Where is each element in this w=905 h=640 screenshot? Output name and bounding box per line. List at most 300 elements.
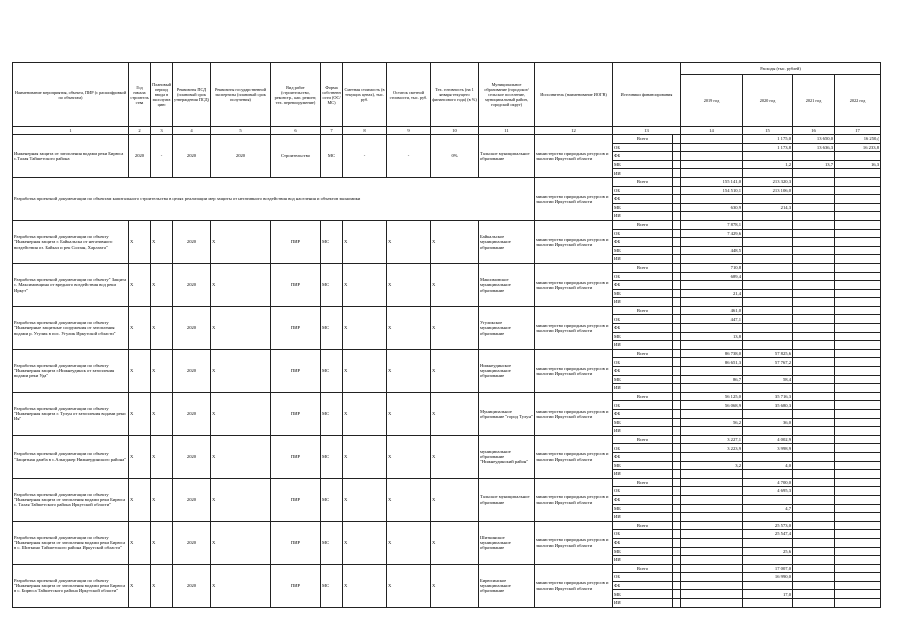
expense-cell: 56,2 — [681, 418, 743, 427]
expense-cell — [835, 238, 881, 247]
expense-cell: 447,1 — [681, 315, 743, 324]
header-readiness: Тех. готовность (на 1 января текущего финансового года) (в %) — [431, 63, 479, 127]
expense-cell — [681, 143, 743, 152]
x-cell: X — [387, 220, 431, 263]
expense-cell: 16 233,8 — [835, 143, 881, 152]
expense-cell — [835, 401, 881, 410]
expense-cell — [743, 246, 793, 255]
expense-cell: 56 068,9 — [681, 401, 743, 410]
executor-cell: министерство природных ресурсов и экологии Иркутской области — [535, 306, 613, 349]
expense-cell — [743, 263, 793, 272]
expense-cell — [793, 452, 835, 461]
pir-name: Разработка проектной документации по объекту "Инженерная защита г.Нижнеудинск от затопления водами реки Уда" — [13, 349, 129, 392]
expense-cell — [835, 461, 881, 470]
source-label: ОБ — [613, 401, 673, 410]
expense-cell — [681, 298, 743, 307]
source-label: ИИ — [613, 255, 673, 264]
expense-cell — [835, 169, 881, 178]
pir-row — [13, 435, 881, 444]
header-name: Наименование мероприятия, объекта, ПИР (с расшифровкой по объектам) — [13, 63, 129, 127]
expense-cell — [835, 564, 881, 573]
expense-cell — [793, 513, 835, 522]
pir-name: Разработка проектной документации по объекту" Защита с. Максимовщина от вредного воздействия вод реки Иркут" — [13, 263, 129, 306]
col-num: 9 — [387, 127, 431, 135]
source-label: ФБ — [613, 281, 673, 290]
expense-cell: 58,4 — [743, 375, 793, 384]
source-spacer — [673, 470, 681, 479]
source-label: Всего — [613, 564, 673, 573]
source-spacer — [673, 306, 681, 315]
source-spacer — [673, 186, 681, 195]
header-expert: Реквизиты государственной экспертизы (плановый срок получения) — [211, 63, 271, 127]
expense-cell — [835, 289, 881, 298]
expense-cell — [835, 573, 881, 582]
executor-cell: министерство природных ресурсов и экологии Иркутской области — [535, 177, 613, 220]
source-label: ИИ — [613, 384, 673, 393]
source-spacer — [673, 212, 681, 221]
expense-cell — [681, 487, 743, 496]
executor-cell: министерство природных ресурсов и экологии Иркутской области — [535, 564, 613, 607]
header-row — [13, 63, 881, 75]
expense-cell — [793, 203, 835, 212]
expense-cell: 214,3 — [743, 203, 793, 212]
source-spacer — [673, 349, 681, 358]
expense-cell — [835, 263, 881, 272]
expense-cell — [793, 504, 835, 513]
source-label: ФБ — [613, 410, 673, 419]
expense-cell — [743, 581, 793, 590]
expense-cell — [681, 538, 743, 547]
source-spacer — [673, 203, 681, 212]
x-cell: X — [343, 564, 387, 607]
source-spacer — [673, 315, 681, 324]
expense-cell — [743, 341, 793, 350]
source-label: ФБ — [613, 495, 673, 504]
expense-cell — [681, 341, 743, 350]
expense-cell — [835, 513, 881, 522]
source-label: ИИ — [613, 599, 673, 608]
expense-cell — [793, 444, 835, 453]
expense-cell — [793, 195, 835, 204]
section-row — [13, 177, 881, 186]
source-spacer — [673, 263, 681, 272]
expense-cell: 13,8 — [681, 332, 743, 341]
expense-cell — [743, 427, 793, 436]
expense-cell — [681, 470, 743, 479]
readiness-cell: 0% — [431, 135, 479, 178]
year-start-cell: 2020 — [129, 135, 151, 178]
expense-cell — [835, 435, 881, 444]
expense-cell — [793, 538, 835, 547]
source-label: ОБ — [613, 358, 673, 367]
source-spacer — [673, 220, 681, 229]
source-spacer — [673, 169, 681, 178]
expense-cell — [835, 203, 881, 212]
pir-row — [13, 478, 881, 487]
expense-cell: 3 998,9 — [743, 444, 793, 453]
work-type-cell: Строительство — [271, 135, 321, 178]
ownership-cell: МС — [321, 478, 343, 521]
expense-cell: 25 547,4 — [743, 530, 793, 539]
municipality-cell: Бирюсинское муниципальное образование — [479, 564, 535, 607]
expense-cell — [793, 349, 835, 358]
expense-cell: 35 680,3 — [743, 401, 793, 410]
x-cell: X — [151, 263, 173, 306]
source-label: МБ — [613, 203, 673, 212]
source-spacer — [673, 495, 681, 504]
expense-cell — [835, 495, 881, 504]
x-cell: X — [387, 564, 431, 607]
col-num: 16 — [793, 127, 835, 135]
expense-cell — [835, 521, 881, 530]
expense-cell — [743, 599, 793, 608]
expense-cell: 86 651,3 — [681, 358, 743, 367]
municipality-cell: муниципальное образование "Нижнеудинский район" — [479, 435, 535, 478]
expense-cell — [835, 487, 881, 496]
x-cell: X — [129, 435, 151, 478]
expense-cell — [743, 229, 793, 238]
expense-cell: 689,4 — [681, 272, 743, 281]
expense-cell — [681, 530, 743, 539]
x-cell: X — [151, 392, 173, 435]
source-spacer — [673, 272, 681, 281]
expense-cell — [681, 324, 743, 333]
expense-cell — [743, 470, 793, 479]
source-label: Всего — [613, 521, 673, 530]
expense-cell — [793, 556, 835, 565]
source-spacer — [673, 289, 681, 298]
expense-cell: 86 738,0 — [681, 349, 743, 358]
source-label: ИИ — [613, 169, 673, 178]
source-label: ИИ — [613, 427, 673, 436]
header-ownership: Форма собственности (ОС/МС) — [321, 63, 343, 127]
expense-cell: 213 106,0 — [743, 186, 793, 195]
expense-cell — [835, 599, 881, 608]
source-label: Всего — [613, 349, 673, 358]
expense-cell — [793, 238, 835, 247]
expense-cell — [743, 220, 793, 229]
work-type-cell: ПИР — [271, 392, 321, 435]
work-type-cell: ПИР — [271, 263, 321, 306]
expense-cell: 213 320,3 — [743, 177, 793, 186]
expense-cell — [835, 504, 881, 513]
expense-cell — [793, 461, 835, 470]
col-num: 14 — [681, 127, 743, 135]
section-title: Разработка проектной документации по объектам капитального строительства в целях реализации мер защиты от негативного воздействия вод населения и объектов экономики — [13, 177, 535, 220]
expense-cell — [743, 212, 793, 221]
header-year-2019: 2019 год — [681, 75, 743, 127]
source-label: ФБ — [613, 152, 673, 161]
expense-cell — [835, 281, 881, 290]
expense-cell — [793, 341, 835, 350]
x-cell: X — [129, 263, 151, 306]
source-spacer — [673, 229, 681, 238]
expense-cell: 25,6 — [743, 547, 793, 556]
pir-row — [13, 349, 881, 358]
source-spacer — [673, 255, 681, 264]
object-name: Инженерная защита от затопления водами реки Бирюса с.Талая Тайшетского района — [13, 135, 129, 178]
source-label: Всего — [613, 435, 673, 444]
source-label: ИИ — [613, 556, 673, 565]
expense-cell: 21,4 — [681, 289, 743, 298]
source-spacer — [673, 427, 681, 436]
psd-cell: 2020 — [173, 220, 211, 263]
x-cell: X — [343, 306, 387, 349]
pir-row — [13, 263, 881, 272]
source-label: Всего — [613, 263, 673, 272]
source-label: ОБ — [613, 444, 673, 453]
expense-cell — [793, 401, 835, 410]
x-cell: X — [343, 263, 387, 306]
municipality-cell: Максимовское муниципальное образование — [479, 263, 535, 306]
col-num: 11 — [479, 127, 535, 135]
x-cell: X — [211, 306, 271, 349]
source-spacer — [673, 152, 681, 161]
col-num: 10 — [431, 127, 479, 135]
municipality-cell: Муниципальное образование "город Тулун" — [479, 392, 535, 435]
expense-cell — [793, 427, 835, 436]
expense-cell — [743, 298, 793, 307]
psd-cell: 2020 — [173, 349, 211, 392]
source-spacer — [673, 590, 681, 599]
expense-cell — [793, 306, 835, 315]
source-spacer — [673, 547, 681, 556]
expense-cell — [681, 238, 743, 247]
expense-cell — [743, 538, 793, 547]
source-label: ИИ — [613, 341, 673, 350]
expense-cell — [835, 246, 881, 255]
ownership-cell: МС — [321, 220, 343, 263]
source-label: ФБ — [613, 324, 673, 333]
expense-cell — [681, 581, 743, 590]
expense-cell — [835, 212, 881, 221]
psd-cell: 2020 — [173, 435, 211, 478]
ownership-cell: МС — [321, 392, 343, 435]
expense-cell — [793, 358, 835, 367]
pir-row — [13, 521, 881, 530]
expense-cell: 16 250,( — [835, 135, 881, 144]
source-spacer — [673, 358, 681, 367]
x-cell: X — [387, 306, 431, 349]
expense-cell — [743, 195, 793, 204]
col-num: 6 — [271, 127, 321, 135]
source-label: ИИ — [613, 212, 673, 221]
source-spacer — [673, 332, 681, 341]
expense-cell — [681, 255, 743, 264]
work-type-cell: ПИР — [271, 220, 321, 263]
x-cell: X — [211, 521, 271, 564]
x-cell: X — [129, 392, 151, 435]
expense-cell — [835, 375, 881, 384]
expense-cell — [793, 367, 835, 376]
source-spacer — [673, 461, 681, 470]
source-spacer — [673, 281, 681, 290]
x-cell: X — [211, 392, 271, 435]
source-label: ИИ — [613, 298, 673, 307]
expense-cell: 56 125,0 — [681, 392, 743, 401]
pir-name: Разработка проектной документации по объекту "Инженерная защита от затопления водами реки Бирюса в с. Шиткино Тайшетского района Иркутской области" — [13, 521, 129, 564]
expense-cell — [793, 255, 835, 264]
source-spacer — [673, 195, 681, 204]
pir-name: Разработка проектной документации по объекту "Инженерная защита от затопления водами реки Бирюса с. Талая Тайшетского района Иркутской области" — [13, 478, 129, 521]
source-label: МБ — [613, 246, 673, 255]
expense-cell — [835, 530, 881, 539]
source-label: ФБ — [613, 452, 673, 461]
expense-cell — [743, 332, 793, 341]
header-remaining: Остаток сметной стоимости, тыс. руб. — [387, 63, 431, 127]
header-psd: Реквизиты ПСД (плановый срок утверждения ПСД) — [173, 63, 211, 127]
expense-cell — [835, 427, 881, 436]
expense-cell — [835, 367, 881, 376]
source-spacer — [673, 504, 681, 513]
expense-cell: 4,7 — [743, 504, 793, 513]
expense-cell — [681, 495, 743, 504]
header-executor: Исполнитель (наименование ИОГВ) — [535, 63, 613, 127]
expense-cell — [835, 581, 881, 590]
expense-cell — [835, 349, 881, 358]
source-label: ФБ — [613, 581, 673, 590]
source-label: МБ — [613, 289, 673, 298]
work-type-cell: ПИР — [271, 435, 321, 478]
expense-cell — [681, 152, 743, 161]
municipality-cell: Тальское муниципальное образование — [479, 135, 535, 178]
expense-cell — [835, 452, 881, 461]
source-label: Всего — [613, 135, 673, 144]
expense-cell: 3 223,9 — [681, 444, 743, 453]
executor-cell: министерство природных ресурсов и экологии Иркутской области — [535, 392, 613, 435]
expense-cell: 17,0 — [743, 590, 793, 599]
expense-cell — [835, 538, 881, 547]
source-label: ФБ — [613, 195, 673, 204]
source-label: ФБ — [613, 538, 673, 547]
expense-cell: 4,0 — [743, 461, 793, 470]
expense-cell: 461,0 — [681, 306, 743, 315]
source-spacer — [673, 384, 681, 393]
object-row — [13, 135, 881, 144]
source-label: ОБ — [613, 573, 673, 582]
source-label: ИИ — [613, 513, 673, 522]
expense-cell: 155 141,0 — [681, 177, 743, 186]
expense-cell — [835, 556, 881, 565]
expense-cell — [681, 410, 743, 419]
expense-cell — [835, 220, 881, 229]
expense-cell: 13 636,3 — [793, 143, 835, 152]
source-spacer — [673, 418, 681, 427]
expense-cell — [835, 332, 881, 341]
expense-cell — [681, 504, 743, 513]
source-label: ОБ — [613, 143, 673, 152]
executor-cell: министерство природных ресурсов и экологии Иркутской области — [535, 220, 613, 263]
expense-cell — [793, 521, 835, 530]
source-label: Всего — [613, 306, 673, 315]
expense-cell — [793, 263, 835, 272]
expense-cell — [835, 186, 881, 195]
expense-cell — [793, 573, 835, 582]
expense-cell — [793, 315, 835, 324]
work-type-cell: ПИР — [271, 564, 321, 607]
x-cell: X — [343, 220, 387, 263]
col-num: 2 — [129, 127, 151, 135]
expense-cell — [681, 212, 743, 221]
source-spacer — [673, 410, 681, 419]
x-cell: X — [343, 435, 387, 478]
expenses-table — [12, 62, 881, 608]
expense-cell — [681, 160, 743, 169]
source-label: ФБ — [613, 238, 673, 247]
psd-cell: 2020 — [173, 306, 211, 349]
expense-cell — [793, 152, 835, 161]
pir-row — [13, 220, 881, 229]
expense-cell — [793, 289, 835, 298]
psd-cell: 2020 — [173, 564, 211, 607]
source-label: МБ — [613, 418, 673, 427]
expense-cell — [793, 384, 835, 393]
expense-cell — [835, 547, 881, 556]
x-cell: X — [211, 220, 271, 263]
expense-cell: 630,9 — [681, 203, 743, 212]
source-spacer — [673, 599, 681, 608]
expense-cell — [835, 392, 881, 401]
expense-cell: 57 767,2 — [743, 358, 793, 367]
x-cell: X — [129, 349, 151, 392]
expense-cell — [681, 599, 743, 608]
expense-cell: 36,0 — [743, 418, 793, 427]
source-label: Всего — [613, 478, 673, 487]
municipality-cell: Байкальское муниципальное образование — [479, 220, 535, 263]
source-spacer — [673, 478, 681, 487]
col-num: 7 — [321, 127, 343, 135]
expense-cell — [793, 435, 835, 444]
source-spacer — [673, 392, 681, 401]
expense-cell — [743, 452, 793, 461]
psd-cell: 2020 — [173, 478, 211, 521]
expense-cell — [793, 281, 835, 290]
expense-cell: 16,3 — [835, 160, 881, 169]
expense-cell — [835, 418, 881, 427]
col-num: 13 — [613, 127, 681, 135]
source-spacer — [673, 375, 681, 384]
expense-cell — [743, 152, 793, 161]
header-expenses: Расходы (тыс. рублей) — [681, 63, 881, 75]
header-municipality: Муниципальное образование (городское/сельское поселение, муниципальный район, городской округ) — [479, 63, 535, 127]
source-spacer — [673, 452, 681, 461]
expense-cell — [793, 229, 835, 238]
work-type-cell: ПИР — [271, 306, 321, 349]
expense-cell — [793, 530, 835, 539]
source-spacer — [673, 160, 681, 169]
source-label: Всего — [613, 220, 673, 229]
expense-cell — [835, 177, 881, 186]
remaining-cell: - — [387, 135, 431, 178]
expense-cell — [681, 547, 743, 556]
ownership-cell: МС — [321, 263, 343, 306]
expense-cell — [793, 375, 835, 384]
source-label: МБ — [613, 504, 673, 513]
source-label: Всего — [613, 392, 673, 401]
x-cell: X — [431, 435, 479, 478]
expense-cell — [835, 410, 881, 419]
expense-cell — [743, 238, 793, 247]
source-label: ОБ — [613, 272, 673, 281]
expense-cell — [835, 272, 881, 281]
expense-cell — [835, 152, 881, 161]
x-cell: X — [431, 521, 479, 564]
expense-cell: 1,2 — [743, 160, 793, 169]
expense-cell — [835, 590, 881, 599]
executor-cell: министерство природных ресурсов и экологии Иркутской области — [535, 263, 613, 306]
municipality-cell: Нижнеудинское муниципальное образование — [479, 349, 535, 392]
x-cell: X — [129, 564, 151, 607]
